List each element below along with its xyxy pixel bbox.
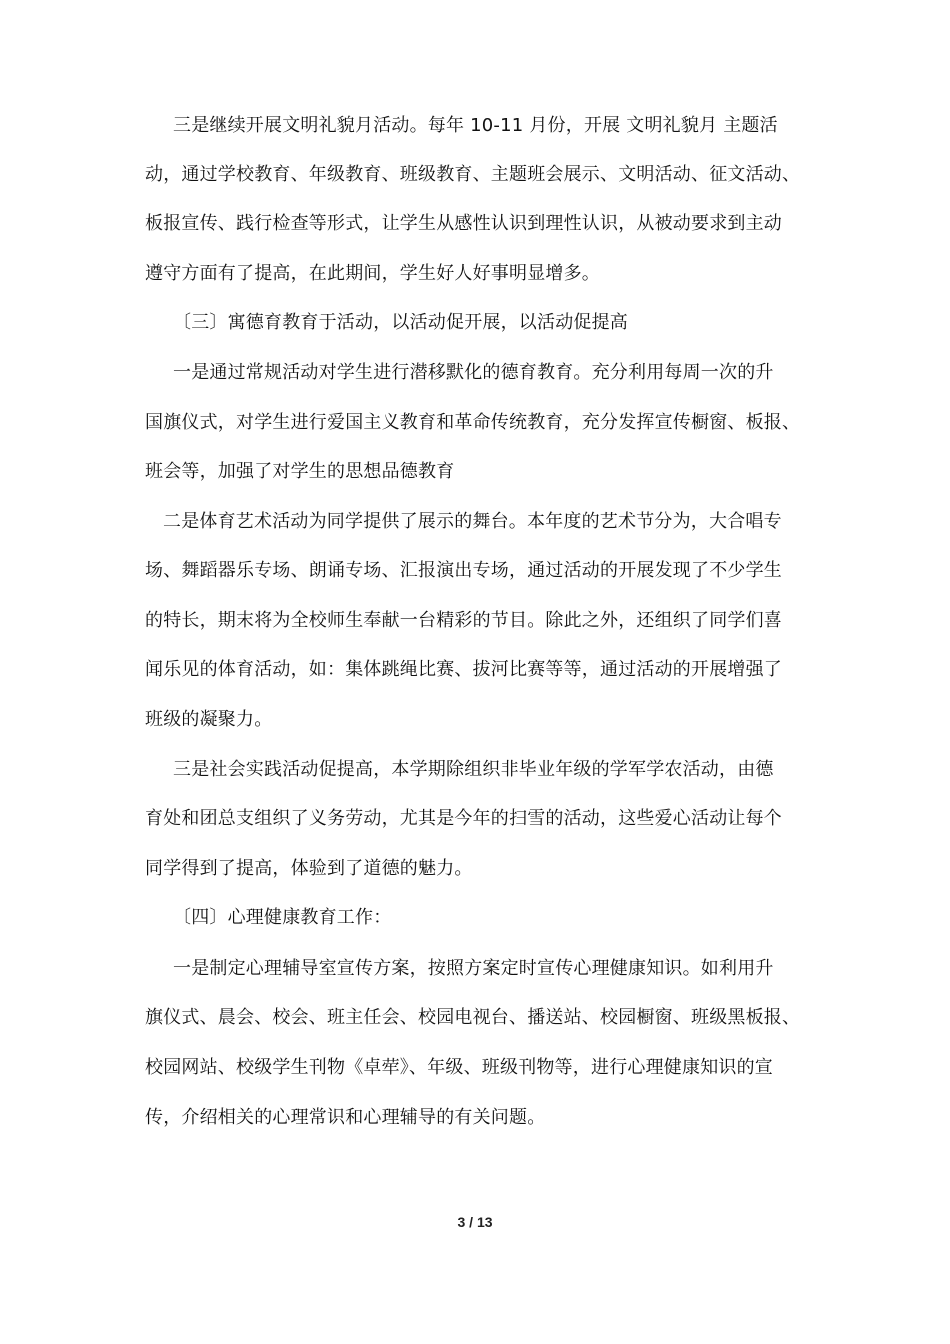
text-line: 传，介绍相关的心理常识和心理辅导的有关问题。 bbox=[145, 1107, 546, 1128]
text-line: 同学得到了提高，体验到了道德的魅力。 bbox=[145, 858, 473, 879]
section-heading: 〔四〕心理健康教育工作： bbox=[173, 907, 392, 928]
text-line: 校园网站、校级学生刊物《卓荦》、年级、班级刊物等，进行心理健康知识的宣 bbox=[145, 1057, 773, 1078]
text-line: 旗仪式、晨会、校会、班主任会、校园电视台、播送站、校园橱窗、班级黑板报、 bbox=[145, 1007, 801, 1028]
text-line: 场、舞蹈器乐专场、朗诵专场、汇报演出专场，通过活动的开展发现了不少学生 bbox=[145, 560, 782, 581]
section-heading: 〔三〕寓德育教育于活动，以活动促开展，以活动促提高 bbox=[173, 312, 628, 333]
text-line: 三是社会实践活动促提高，本学期除组织非毕业年级的学军学农活动，由德 bbox=[173, 759, 774, 780]
text-line: 动，通过学校教育、年级教育、班级教育、主题班会展示、文明活动、征文活动、 bbox=[145, 164, 801, 185]
page-number: 3 / 13 bbox=[457, 1214, 493, 1230]
text-line: 国旗仪式，对学生进行爱国主义教育和革命传统教育，充分发挥宣传橱窗、板报、 bbox=[145, 412, 801, 433]
text-line: 班级的凝聚力。 bbox=[145, 709, 273, 730]
text-line: 二是体育艺术活动为同学提供了展示的舞台。本年度的艺术节分为，大合唱专 bbox=[163, 511, 782, 532]
text-line: 一是制定心理辅导室宣传方案，按照方案定时宣传心理健康知识。如利用升 bbox=[173, 958, 774, 979]
text-line: 三是继续开展文明礼貌月活动。每年 10-11 月份，开展 文明礼貌月 主题活 bbox=[173, 115, 778, 136]
text-line: 班会等，加强了对学生的思想品德教育 bbox=[145, 461, 455, 482]
text-line: 育处和团总支组织了义务劳动，尤其是今年的扫雪的活动，这些爱心活动让每个 bbox=[145, 808, 782, 829]
text-line: 一是通过常规活动对学生进行潜移默化的德育教育。充分利用每周一次的升 bbox=[173, 362, 774, 383]
text-line: 闻乐见的体育活动，如：集体跳绳比赛、拔河比赛等等，通过活动的开展增强了 bbox=[145, 659, 782, 680]
text-line: 的特长，期末将为全校师生奉献一台精彩的节目。除此之外，还组织了同学们喜 bbox=[145, 610, 782, 631]
text-line: 板报宣传、践行检查等形式，让学生从感性认识到理性认识，从被动要求到主动 bbox=[145, 213, 782, 234]
text-line: 遵守方面有了提高，在此期间，学生好人好事明显增多。 bbox=[145, 263, 600, 284]
